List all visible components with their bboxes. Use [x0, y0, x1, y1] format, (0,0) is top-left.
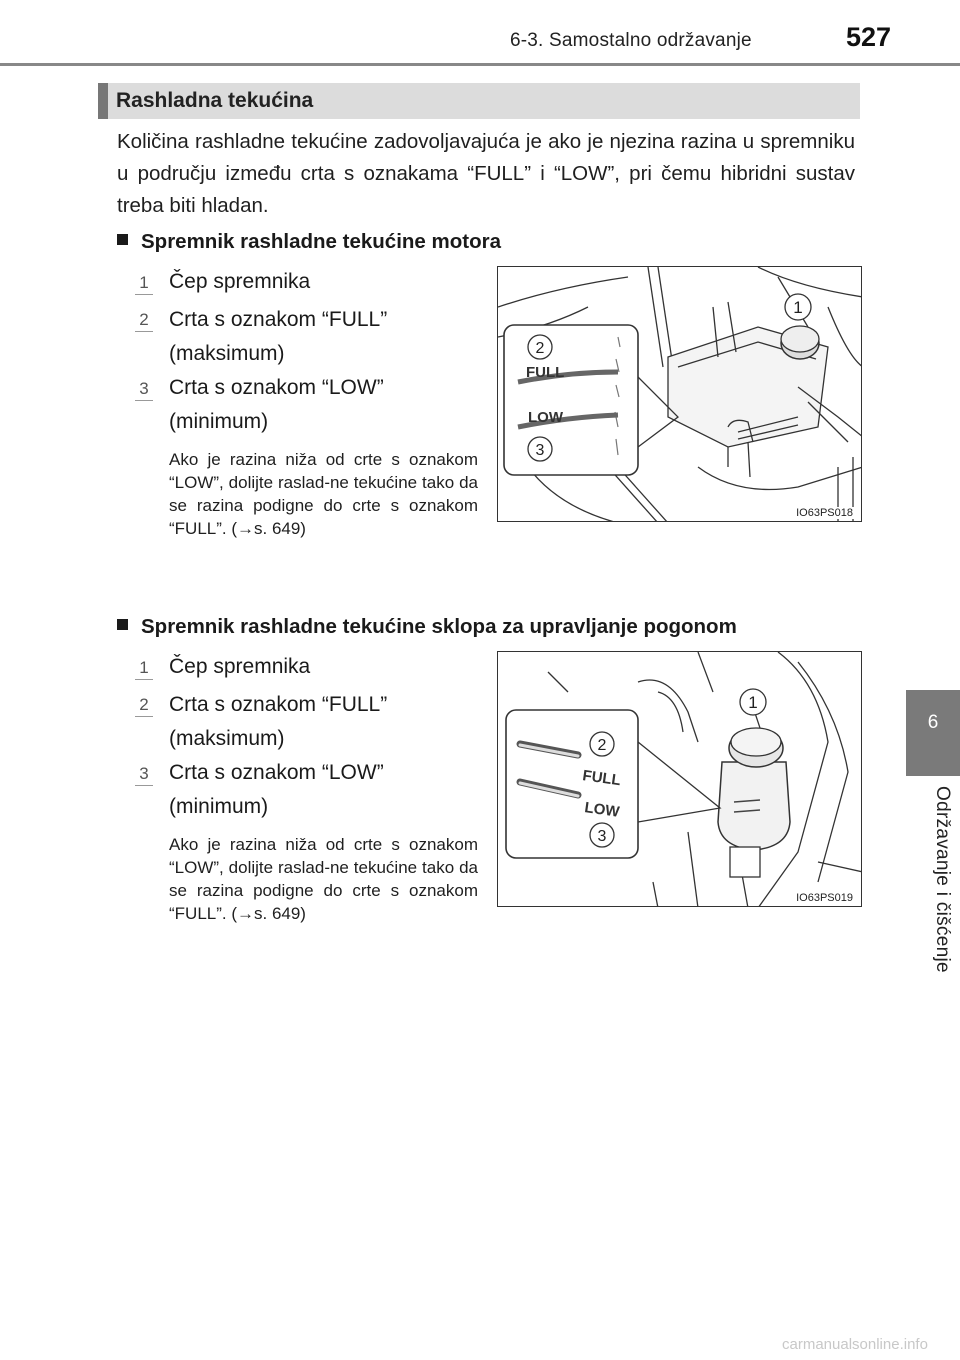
drive-item-1-number: 1 [135, 657, 153, 679]
engine-callout-2: 2 [535, 340, 545, 357]
drive-item-2-number: 2 [135, 694, 153, 716]
chapter-tab-number: 6 [927, 712, 939, 733]
engine-tank-heading-text: Spremnik rashladne tekućine motora [141, 230, 502, 253]
drive-item-3-number: 3 [135, 763, 153, 785]
running-header-section: 6-3. Samostalno održavanje [510, 30, 752, 51]
drive-tank-figure [497, 651, 862, 907]
engine-item-1-text: Čep spremnika [169, 270, 311, 293]
drive-item-2-text: Crta s oznakom “FULL” (maksimum) [169, 693, 388, 750]
intro-paragraph: Količina rashladne tekućine zadovoljavajuća je ako je njezina razina u spremniku u području između crta s oznakama “FULL” i “LOW”, pri čemu hibridni sustav treba biti hladan. [117, 130, 855, 217]
drive-item-1-text: Čep spremnika [169, 655, 311, 678]
drive-full-label: FULL [581, 767, 622, 790]
section-title-bar [98, 83, 860, 119]
engine-tank-figure [497, 266, 862, 522]
page-number: 527 [846, 22, 892, 52]
drive-callout-1: 1 [748, 693, 758, 712]
section-title: Rashladna tekućina [116, 89, 314, 112]
bullet-square-icon [117, 234, 128, 245]
engine-callout-3: 3 [535, 442, 545, 459]
engine-tank-note: Ako je razina niža od crte s oznakom “LOW”, dolijte raslad-ne tekućine tako da se razina podigne do crte s oznakom “FULL”. (→s. 649) [169, 450, 478, 538]
bullet-square-icon [117, 619, 128, 630]
engine-item-3-number: 3 [135, 378, 153, 400]
watermark: carmanualsonline.info [782, 1336, 928, 1353]
engine-item-1-number: 1 [135, 272, 153, 294]
engine-item-3-text: Crta s oznakom “LOW” (minimum) [169, 376, 384, 433]
chapter-tab-label: Održavanje i čišćenje [932, 786, 953, 973]
engine-tank-heading [117, 230, 501, 254]
engine-tank-illustration [498, 267, 862, 522]
drive-callout-3: 3 [597, 828, 607, 845]
drive-item-3-text: Crta s oznakom “LOW” (minimum) [169, 761, 384, 818]
engine-full-label: FULL [526, 364, 565, 381]
engine-low-label: LOW [528, 409, 563, 426]
drive-tank-heading [117, 615, 737, 639]
engine-callout-1: 1 [793, 298, 803, 317]
drive-tank-note: Ako je razina niža od crte s oznakom “LOW”, dolijte raslad-ne tekućine tako da se razina podigne do crte s oznakom “FULL”. (→s. 649) [169, 835, 478, 923]
drive-callout-2: 2 [597, 737, 607, 754]
engine-item-2-number: 2 [135, 309, 153, 331]
header-rule [0, 63, 960, 66]
drive-tank-illustration [498, 652, 862, 907]
engine-figure-code: IO63PS018 [796, 507, 853, 519]
drive-tank-heading-text: Spremnik rashladne tekućine sklopa za upravljanje pogonom [141, 615, 737, 638]
drive-figure-code: IO63PS019 [796, 892, 853, 904]
engine-item-2-text: Crta s oznakom “FULL” (maksimum) [169, 308, 388, 365]
drive-low-label: LOW [583, 799, 621, 821]
